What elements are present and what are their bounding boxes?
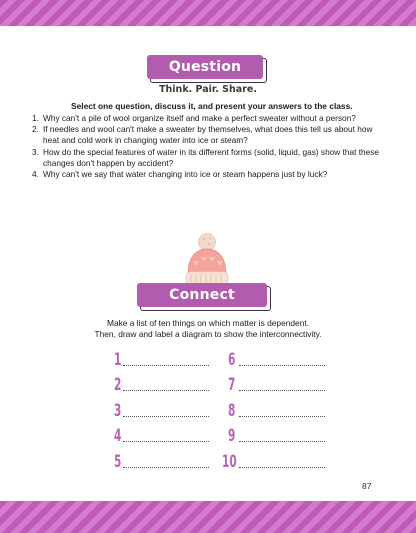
connect-heading: Connect [137, 283, 267, 307]
question-item [32, 113, 382, 124]
page-number: 87 [362, 481, 372, 491]
list-number: 6 [228, 350, 236, 370]
question-subtitle: Think. Pair. Share. [159, 84, 257, 95]
list-item [114, 447, 210, 471]
answer-line[interactable] [239, 365, 325, 366]
question-item [32, 169, 382, 180]
list-item [228, 345, 326, 369]
connect-line-1: Make a list of ten things on which matter is dependent. [106, 318, 310, 328]
list-number: 4 [114, 426, 122, 446]
wool-hat-icon [178, 231, 236, 289]
list-item [114, 421, 210, 445]
bottom-decorative-stripe [0, 501, 416, 533]
question-number: 3. [32, 146, 39, 157]
list-number: 5 [114, 452, 122, 472]
question-number: 2. [32, 124, 39, 135]
list-number: 1 [114, 350, 122, 370]
question-heading: Question [147, 55, 263, 79]
question-number: 1. [32, 113, 39, 123]
question-text: How do the special features of water in its different forms (solid, liquid, gas) show that these changes don't happen by accident? [43, 146, 380, 168]
list-item [114, 345, 210, 369]
answer-line[interactable] [239, 416, 325, 417]
question-item [32, 147, 382, 169]
list-item [114, 370, 210, 394]
list-item [114, 396, 210, 420]
answer-line[interactable] [123, 467, 209, 468]
list-number: 10 [222, 452, 237, 472]
list-item [222, 447, 326, 471]
top-decorative-stripe [0, 0, 416, 26]
list-number: 9 [228, 426, 236, 446]
answer-line[interactable] [123, 416, 209, 417]
question-item [32, 124, 382, 146]
answer-line[interactable] [123, 365, 209, 366]
answer-line[interactable] [239, 390, 325, 391]
answer-line[interactable] [239, 441, 325, 442]
connect-instructions [0, 318, 416, 341]
question-number: 4. [32, 169, 39, 180]
answer-line[interactable] [239, 467, 325, 468]
list-item [228, 421, 326, 445]
connect-line-2: Then, draw and label a diagram to show the interconnectivity. [94, 329, 322, 340]
answer-line[interactable] [123, 441, 209, 442]
question-text: Why can't a pile of wool organize itself and make a perfect sweater without a person? [43, 113, 356, 123]
list-item [228, 370, 326, 394]
list-number: 3 [114, 401, 122, 421]
list-number: 2 [114, 375, 122, 395]
question-instruction: Select one question, discuss it, and present your answers to the class. [71, 101, 353, 111]
question-text: If needles and wool can't make a sweater by themselves, what does this tell us about how heat and cold work in changing water into ice or steam? [43, 124, 373, 146]
question-text: Why can't we say that water changing into ice or steam happens just by luck? [43, 169, 328, 180]
answer-line[interactable] [123, 390, 209, 391]
list-number: 7 [228, 375, 236, 395]
list-number: 8 [228, 401, 236, 421]
list-item [228, 396, 326, 420]
question-list [32, 113, 382, 180]
